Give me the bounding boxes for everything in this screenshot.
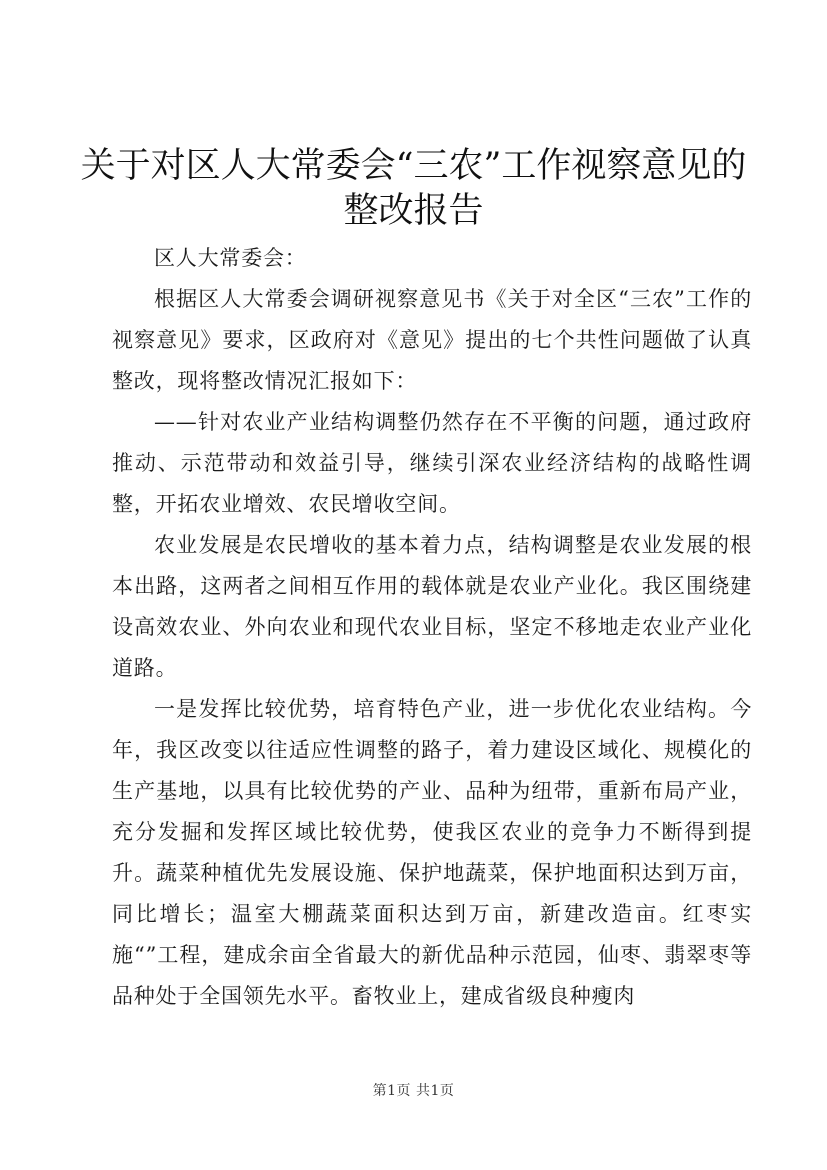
paragraph-issue: ——针对农业产业结构调整仍然存在不平衡的问题，通过政府推动、示范带动和效益引导，继续引深农业经济结构的战略性调整，开拓农业增效、农民增收空间。 <box>112 410 752 516</box>
salutation: 区人大常委会： <box>154 246 307 270</box>
paragraph-intro: 根据区人大常委会调研视察意见书《关于对全区“三农”工作的视察意见》要求，区政府对《意见》提出的七个共性问题做了认真整改，现将整改情况汇报如下： <box>112 287 752 393</box>
document-title-line2: 整改报告 <box>343 191 484 231</box>
paragraph-industrialization: 农业发展是农民增收的基本着力点，结构调整是农业发展的根本出路，这两者之间相互作用的载体就是农业产业化。我区围绕建设高效农业、外向农业和现代农业目标，坚定不移地走农业产业化道路。 <box>112 533 752 680</box>
page-footer: 第1页 共1页 <box>372 1083 455 1099</box>
paragraph-advantage: 一是发挥比较优势，培育特色产业，进一步优化农业结构。今年，我区改变以往适应性调整的路子，着力建设区域化、规模化的生产基地，以具有比较优势的产业、品种为纽带，重新布局产业，充分发掘和发挥区域比较优势，使我区农业的竞争力不断得到提升。蔬菜种植优先发展设施、保护地蔬菜，保护地面积达到万亩，同比增长；温室大棚蔬菜面积达到万亩，新建改造亩。红枣实施“”工程，建成余亩全省最大的新优品种示范园，仙枣、翡翠枣等品种处于全国领先水平。畜牧业上，建成省级良种瘦肉 <box>112 697 752 1008</box>
document-body <box>112 238 752 1017</box>
document-title-line1: 关于对区人大常委会“三农”工作视察意见的 <box>80 146 747 186</box>
